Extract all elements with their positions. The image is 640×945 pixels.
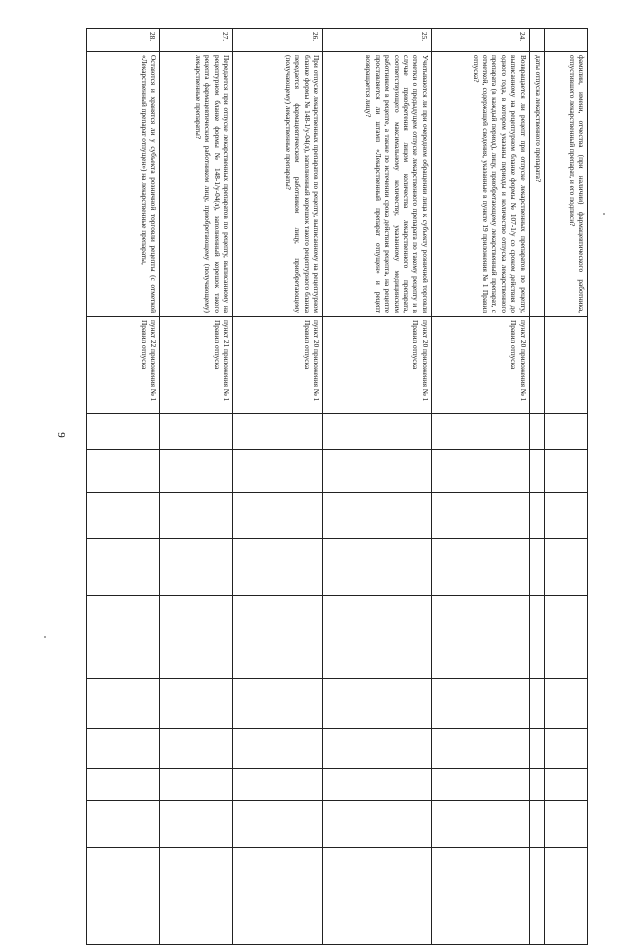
- row-number: 25.: [322, 29, 431, 52]
- answer-cell: [160, 450, 233, 493]
- answer-cell: [233, 450, 323, 493]
- answer-cell: [529, 769, 545, 801]
- answer-cell: [529, 848, 545, 945]
- answer-cell: [545, 414, 588, 450]
- checklist-table: [86, 28, 588, 945]
- row-number: 26.: [233, 29, 323, 52]
- legal-reference: пункт 21 приложения № 1 Правил отпуска: [160, 317, 233, 414]
- table-row: [431, 29, 529, 945]
- table-row: [233, 29, 323, 945]
- answer-cell: [322, 450, 431, 493]
- answer-cell: [322, 679, 431, 729]
- answer-cell: [529, 596, 545, 679]
- answer-cell: [431, 414, 529, 450]
- answer-cell: [233, 596, 323, 679]
- answer-cell: [431, 769, 529, 801]
- answer-cell: [529, 801, 545, 848]
- answer-cell: [322, 414, 431, 450]
- legal-reference: пункт 20 приложения № 1 Правил отпуска: [322, 317, 431, 414]
- answer-cell: [322, 493, 431, 539]
- answer-cell: [545, 679, 588, 729]
- answer-cell: [545, 493, 588, 539]
- answer-cell: [545, 729, 588, 769]
- legal-reference: [545, 317, 588, 414]
- answer-cell: [545, 539, 588, 596]
- table-row: [87, 29, 160, 945]
- answer-cell: [160, 679, 233, 729]
- page-number: 9: [55, 432, 67, 438]
- answer-cell: [87, 450, 160, 493]
- answer-cell: [233, 769, 323, 801]
- answer-cell: [233, 729, 323, 769]
- answer-cell: [431, 679, 529, 729]
- row-number: 27.: [160, 29, 233, 52]
- answer-cell: [322, 596, 431, 679]
- answer-cell: [431, 848, 529, 945]
- answer-cell: [529, 493, 545, 539]
- legal-reference: пункт 22 приложения № 1 Правил отпуска: [87, 317, 160, 414]
- answer-cell: [87, 769, 160, 801]
- answer-cell: [160, 596, 233, 679]
- answer-cell: [431, 539, 529, 596]
- answer-cell: [160, 493, 233, 539]
- requirement-text: При отпуске лекарственных препаратов по рецепту, выписанному на рецептурном бланке формы № 148-1/у-04(л), заполненный корешок такого рецептурного бланка передается фармацевтическим работником лицу, приобретающему (получающему) лекарственные препараты?: [233, 52, 323, 317]
- answer-cell: [529, 679, 545, 729]
- requirement-text: даты отпуска лекарственного препарата?: [529, 52, 545, 317]
- answer-cell: [431, 493, 529, 539]
- answer-cell: [529, 414, 545, 450]
- answer-cell: [431, 729, 529, 769]
- answer-cell: [233, 414, 323, 450]
- answer-cell: [87, 539, 160, 596]
- scan-speck: [44, 636, 46, 638]
- answer-cell: [87, 493, 160, 539]
- scan-speck: [603, 213, 605, 215]
- answer-cell: [529, 729, 545, 769]
- table-row: [545, 29, 588, 945]
- answer-cell: [529, 539, 545, 596]
- requirement-text: Возвращается ли рецепт при отпуске лекарственных препаратов по рецепту, выписанному на рецептурном бланке формы № 107-1/у со сроком действия до одного года, в котором указаны периоды и количество отпуска лекарственного препарата (в каждый период), лицу, приобретающему лекарственный препарат, с отметкой, содержащей сведения, указанные в пункте 19 приложения № 1 Правил отпуска?: [431, 52, 529, 317]
- requirement-text: Учитываются ли при очередном обращении лица к субъекту розничной торговли отметки о предыдущем отпуске лекарственного препарата по такому рецепту и в случае приобретения лицом количества лекарственного препарата, соответствующего максимальному количеству, указанному медицинским работником в рецепте, а также по истечении срока действия рецепта, на рецепте проставляется ли штамп «Лекарственный препарат отпущен» и рецепт возвращается лицу?: [322, 52, 431, 317]
- answer-cell: [545, 801, 588, 848]
- row-number: 24.: [431, 29, 529, 52]
- answer-cell: [322, 848, 431, 945]
- answer-cell: [87, 414, 160, 450]
- legal-reference: пункт 20 приложения № 1 Правил отпуска: [431, 317, 529, 414]
- answer-cell: [87, 679, 160, 729]
- table-row: [529, 29, 545, 945]
- legal-reference: [529, 317, 545, 414]
- requirement-text: фамилии, имени, отчества (при наличии) фармацевтического работника, отпустившего лекарственный препарат, и его подписи?: [545, 52, 588, 317]
- table-row: [160, 29, 233, 945]
- answer-cell: [87, 801, 160, 848]
- answer-cell: [233, 679, 323, 729]
- answer-cell: [545, 450, 588, 493]
- answer-cell: [160, 729, 233, 769]
- answer-cell: [87, 596, 160, 679]
- answer-cell: [160, 539, 233, 596]
- answer-cell: [87, 729, 160, 769]
- answer-cell: [545, 596, 588, 679]
- answer-cell: [529, 450, 545, 493]
- answer-cell: [160, 801, 233, 848]
- answer-cell: [431, 450, 529, 493]
- answer-cell: [233, 493, 323, 539]
- requirement-text: Передается при отпуске лекарственных препаратов по рецепту, выписанному на рецептурном бланке формы № 148-1/у-04(л), заполненный корешок такого рецепта фармацевтическим работником лицу, приобретающему (получающему) лекарственные препараты?: [160, 52, 233, 317]
- answer-cell: [87, 848, 160, 945]
- row-number: [545, 29, 588, 52]
- answer-cell: [431, 596, 529, 679]
- answer-cell: [322, 801, 431, 848]
- row-number: 28.: [87, 29, 160, 52]
- answer-cell: [233, 539, 323, 596]
- answer-cell: [431, 801, 529, 848]
- requirement-text: Остаются и хранятся ли у субъекта розничной торговли рецепты (с отметкой «Лекарственный препарат отпущен») на лекарственные препараты,: [87, 52, 160, 317]
- legal-reference: пункт 20 приложения № 1 Правил отпуска: [233, 317, 323, 414]
- answer-cell: [160, 848, 233, 945]
- checklist-table-rotated: [86, 28, 588, 844]
- answer-cell: [545, 769, 588, 801]
- row-number: [529, 29, 545, 52]
- answer-cell: [233, 848, 323, 945]
- answer-cell: [322, 769, 431, 801]
- answer-cell: [322, 729, 431, 769]
- answer-cell: [545, 848, 588, 945]
- answer-cell: [160, 414, 233, 450]
- answer-cell: [322, 539, 431, 596]
- answer-cell: [233, 801, 323, 848]
- table-row: [322, 29, 431, 945]
- answer-cell: [160, 769, 233, 801]
